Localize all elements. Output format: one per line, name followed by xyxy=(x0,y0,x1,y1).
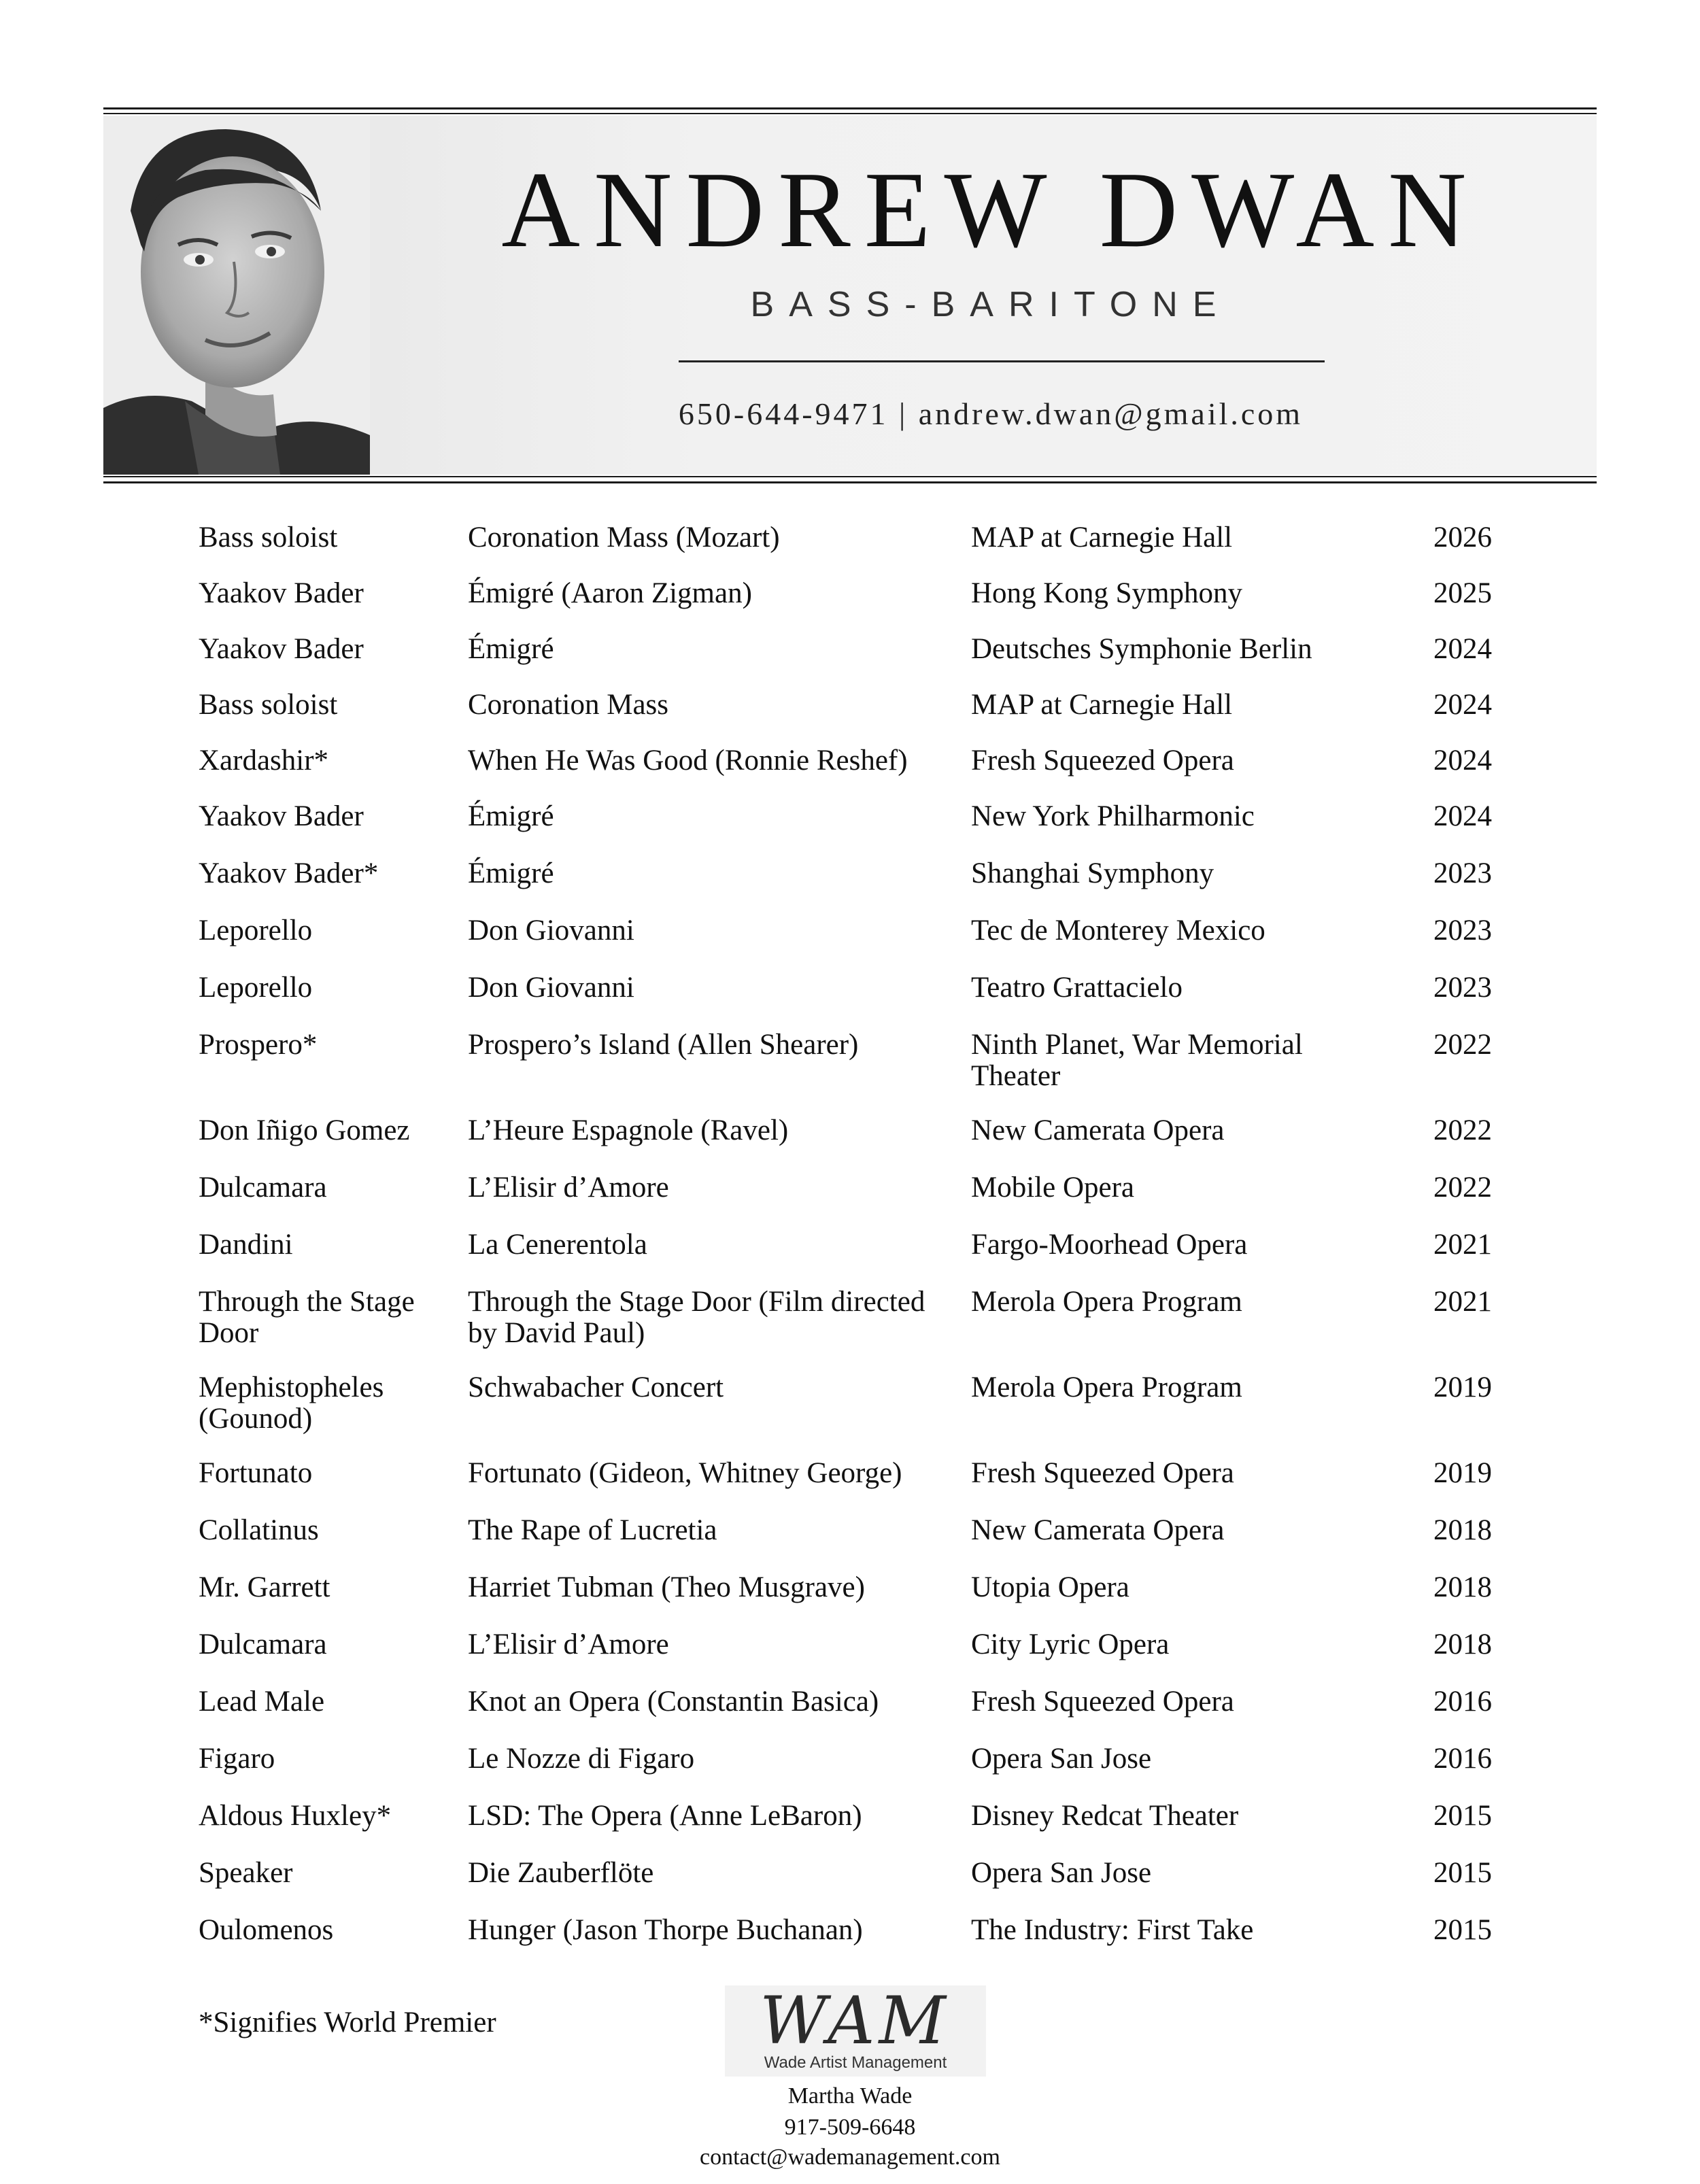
credit-year: 2024 xyxy=(1433,745,1492,777)
credit-year: 2019 xyxy=(1433,1371,1492,1403)
credit-role: Aldous Huxley* xyxy=(199,1800,392,1832)
credit-company: Tec de Monterey Mexico xyxy=(971,915,1265,946)
credit-year: 2018 xyxy=(1433,1628,1492,1660)
credit-year: 2016 xyxy=(1433,1686,1492,1718)
credit-work: L’Elisir d’Amore xyxy=(468,1628,669,1660)
credit-year: 2022 xyxy=(1433,1172,1492,1204)
credit-year: 2026 xyxy=(1433,522,1492,553)
credit-role: Lead Male xyxy=(199,1686,325,1718)
credit-year: 2015 xyxy=(1433,1800,1492,1832)
credit-work: Hunger (Jason Thorpe Buchanan) xyxy=(468,1914,863,1946)
credit-work: Prospero’s Island (Allen Shearer) xyxy=(468,1029,859,1061)
credit-company: Utopia Opera xyxy=(971,1571,1129,1603)
credit-role: Don Iñigo Gomez xyxy=(199,1114,410,1146)
credit-work: Don Giovanni xyxy=(468,972,634,1004)
credit-company: Fresh Squeezed Opera xyxy=(971,745,1234,777)
header-bottom-rule xyxy=(103,476,1597,477)
credit-year: 2023 xyxy=(1433,857,1492,889)
credit-work: Fortunato (Gideon, Whitney George) xyxy=(468,1457,902,1489)
wam-logo-mark: WAM xyxy=(760,1983,950,2059)
credit-company: City Lyric Opera xyxy=(971,1628,1170,1660)
credit-role: Leporello xyxy=(199,972,313,1004)
credit-work: Émigré xyxy=(468,857,554,889)
credit-role: Prospero* xyxy=(199,1029,318,1061)
credit-role: Speaker xyxy=(199,1857,293,1889)
credit-year: 2023 xyxy=(1433,915,1492,946)
credit-work: The Rape of Lucretia xyxy=(468,1514,717,1546)
credit-work: When He Was Good (Ronnie Reshef) xyxy=(468,745,908,777)
credit-role: Xardashir* xyxy=(199,745,329,777)
credit-work: La Cenerentola xyxy=(468,1229,647,1261)
credit-year: 2024 xyxy=(1433,800,1492,832)
credit-role: Oulomenos xyxy=(199,1914,334,1946)
credit-year: 2021 xyxy=(1433,1229,1492,1261)
credit-role: Bass soloist xyxy=(199,689,338,721)
credit-year: 2023 xyxy=(1433,972,1492,1004)
premiere-footnote: *Signifies World Premier xyxy=(199,2007,496,2038)
header-divider xyxy=(679,360,1325,362)
credit-company: Fresh Squeezed Opera xyxy=(971,1457,1234,1489)
credit-year: 2018 xyxy=(1433,1514,1492,1546)
credit-work: Through the Stage Door (Film directed by David Paul) xyxy=(468,1286,925,1349)
credit-company: New Camerata Opera xyxy=(971,1514,1225,1546)
credit-role: Collatinus xyxy=(199,1514,319,1546)
credit-company: New Camerata Opera xyxy=(971,1114,1225,1146)
credit-year: 2021 xyxy=(1433,1286,1492,1318)
header-band xyxy=(103,116,1597,475)
credit-role: Fortunato xyxy=(199,1457,313,1489)
credit-work: Coronation Mass (Mozart) xyxy=(468,522,780,553)
credit-work: Émigré xyxy=(468,800,554,832)
credit-work: Le Nozze di Figaro xyxy=(468,1743,695,1775)
credit-company: Fargo-Moorhead Opera xyxy=(971,1229,1248,1261)
credit-work: L’Elisir d’Amore xyxy=(468,1172,669,1204)
credit-work: L’Heure Espagnole (Ravel) xyxy=(468,1114,789,1146)
credit-work: Coronation Mass xyxy=(468,689,669,721)
header-top-rule-inner xyxy=(103,113,1597,114)
credit-role: Dulcamara xyxy=(199,1628,327,1660)
credit-role: Yaakov Bader xyxy=(199,577,364,609)
headshot-photo xyxy=(103,116,370,475)
credit-role: Figaro xyxy=(199,1743,275,1775)
credit-year: 2025 xyxy=(1433,577,1492,609)
management-logo xyxy=(725,1985,986,2077)
credit-company: MAP at Carnegie Hall xyxy=(971,522,1233,553)
credit-work: Die Zauberflöte xyxy=(468,1857,654,1889)
credit-year: 2024 xyxy=(1433,689,1492,721)
credit-work: Schwabacher Concert xyxy=(468,1371,724,1403)
voice-type: BASS-BARITONE xyxy=(750,285,1231,324)
credit-role: Bass soloist xyxy=(199,522,338,553)
credit-company: Opera San Jose xyxy=(971,1743,1152,1775)
credit-work: Harriet Tubman (Theo Musgrave) xyxy=(468,1571,865,1603)
credit-company: Merola Opera Program xyxy=(971,1371,1242,1403)
credit-company: Deutsches Symphonie Berlin xyxy=(971,633,1312,665)
credit-role: Yaakov Bader xyxy=(199,633,364,665)
credit-year: 2022 xyxy=(1433,1114,1492,1146)
credit-company: Shanghai Symphony xyxy=(971,857,1214,889)
credit-work: Knot an Opera (Constantin Basica) xyxy=(468,1686,879,1718)
performer-name: ANDREW DWAN xyxy=(501,149,1480,270)
credit-year: 2019 xyxy=(1433,1457,1492,1489)
credit-company: Opera San Jose xyxy=(971,1857,1152,1889)
credit-role: Yaakov Bader* xyxy=(199,857,379,889)
credit-company: Merola Opera Program xyxy=(971,1286,1242,1318)
credit-company: The Industry: First Take xyxy=(971,1914,1254,1946)
credit-company: Fresh Squeezed Opera xyxy=(971,1686,1234,1718)
credit-role: Mephistopheles (Gounod) xyxy=(199,1371,384,1435)
management-company: Wade Artist Management xyxy=(764,2053,947,2072)
credit-year: 2022 xyxy=(1433,1029,1492,1061)
credit-company: Disney Redcat Theater xyxy=(971,1800,1239,1832)
credit-role: Mr. Garrett xyxy=(199,1571,330,1603)
credit-year: 2015 xyxy=(1433,1857,1492,1889)
credit-year: 2015 xyxy=(1433,1914,1492,1946)
credit-work: Émigré (Aaron Zigman) xyxy=(468,577,752,609)
credit-year: 2016 xyxy=(1433,1743,1492,1775)
header-top-rule xyxy=(103,107,1597,109)
credit-company: Ninth Planet, War Memorial Theater xyxy=(971,1029,1303,1092)
credit-company: Teatro Grattacielo xyxy=(971,972,1183,1004)
header-bottom-rule-outer xyxy=(103,481,1597,483)
credit-role: Yaakov Bader xyxy=(199,800,364,832)
credit-company: New York Philharmonic xyxy=(971,800,1255,832)
credit-role: Leporello xyxy=(199,915,313,946)
credit-work: Don Giovanni xyxy=(468,915,634,946)
credit-year: 2018 xyxy=(1433,1571,1492,1603)
credit-work: LSD: The Opera (Anne LeBaron) xyxy=(468,1800,862,1832)
credit-role: Dandini xyxy=(199,1229,293,1261)
credit-role: Through the Stage Door xyxy=(199,1286,415,1349)
credit-company: MAP at Carnegie Hall xyxy=(971,689,1233,721)
contact-info: 650-644-9471 | andrew.dwan@gmail.com xyxy=(678,396,1304,431)
credit-role: Dulcamara xyxy=(199,1172,327,1204)
credit-work: Émigré xyxy=(468,633,554,665)
credit-year: 2024 xyxy=(1433,633,1492,665)
agent-email[interactable]: contact@wademanagement.com xyxy=(700,2145,1000,2170)
agent-name: Martha Wade xyxy=(787,2083,913,2109)
credit-company: Hong Kong Symphony xyxy=(971,577,1242,609)
agent-phone: 917-509-6648 xyxy=(784,2115,916,2140)
credit-company: Mobile Opera xyxy=(971,1172,1135,1204)
headshot-illustration xyxy=(103,116,370,475)
